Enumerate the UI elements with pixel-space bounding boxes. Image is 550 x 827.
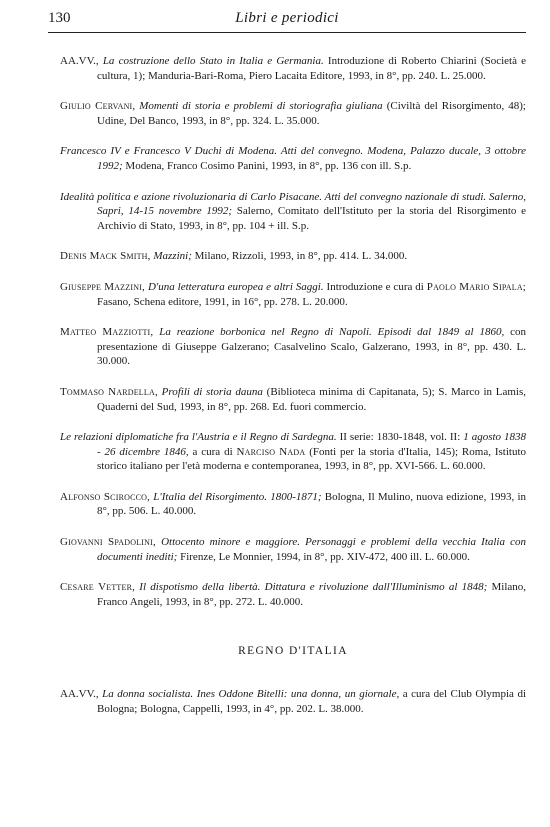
entry-author: Cesare Vetter, [60, 581, 136, 594]
entry-details: Firenze, Le Monnier, 1994, in 8°, pp. XIV-472, 400 ill. L. 60.000. [180, 550, 470, 563]
entry-editor: Narciso Nada [236, 445, 306, 458]
entry-details: con presentazione di Giuseppe Galzerano; Casalvelino Scalo, Galzerano, 1993, in 8°, pp. 430. L. 30.000. [97, 326, 527, 368]
entry-title: Francesco IV e Francesco V Duchi di Modena. Atti del convegno. Modena, Palazzo ducale, 3 ottobre 1992; [60, 145, 526, 172]
bibliography-entry [60, 249, 526, 264]
entry-author: Giovanni Spadolini, [60, 536, 156, 549]
entry-title: Momenti di storia e problemi di storiografia giuliana [139, 100, 383, 113]
entry-title: La reazione borbonica nel Regno di Napoli. Episodi dal 1849 al 1860, [159, 326, 505, 339]
entry-author: Denis Mack Smith, [60, 250, 151, 263]
entry-details: Fasano, Schena editore, 1991, in 16°, pp. 278. L. 20.000. [97, 295, 348, 308]
section-heading: REGNO D'ITALIA [238, 645, 348, 658]
entry-details: (Fonti per la storia d'Italia, 145); Roma, Istituto storico italiano per l'età moderna e contemporanea, 1993, in 8°, pp. XVI-566. L. 60.000. [97, 445, 527, 473]
entry-title: Ottocento minore e maggiore. Personaggi e problemi della vecchia Italia con documenti inediti; [97, 536, 526, 563]
running-title: Libri e periodici [235, 10, 339, 26]
entry-author: Giuseppe Mazzini, [60, 280, 146, 293]
entry-title: Profili di storia dauna [161, 385, 263, 398]
entry-title: Idealità politica e azione rivoluzionaria di Carlo Pisacane. Atti del convegno nazionale di studi. Salerno, Sapri, 14-15 novembre 1992; [60, 190, 526, 218]
page-number: 130 [48, 10, 71, 26]
entry-details: (Civiltà del Risorgimento, 48); Udine, Del Banco, 1993, in 8°, pp. 324. L. 35.000. [97, 100, 526, 127]
entry-details: Milano, Franco Angeli, 1993, in 8°, pp. 272. L. 40.000. [97, 581, 527, 608]
entry-details-mid: II serie: 1830-1848, vol. II: [339, 431, 461, 444]
entry-author: Giulio Cervani [60, 100, 133, 113]
bibliography-entry: AA.VV., La costruzione dello Stato in Italia e Germania. Introduzione di Roberto Chiarini (Società e cultura, 1); Manduria-Bari-Roma, Piero Lacaita Editore, 1993, in 8°, pp. 240. L. 25.000. [60, 55, 527, 82]
bibliography-entry [60, 430, 526, 474]
bibliography-list [60, 54, 526, 733]
entry-details-prefix: Introduzione e cura di [326, 280, 424, 293]
bibliography-entry [60, 325, 526, 369]
entry-title: La costruzione dello Stato in Italia e Germania. [102, 55, 324, 67]
entry-details: (Biblioteca minima di Capitanata, 5); S. Marco in Lamis, Quaderni del Sud, 1993, in 8°, pp. 268. Ed. fuori commercio. [97, 385, 527, 413]
bibliography-entry: Giulio Cervani, Momenti di storia e problemi di storiografia giuliana (Civiltà del Risorgimento, 48); Udine, Del Banco, 1993, in 8°, pp. 324. L. 35.000. [60, 100, 526, 127]
entry-title: L'Italia del Risorgimento. 1800-1871; [153, 490, 322, 503]
bibliography-entry [60, 580, 526, 609]
entry-details: Salerno, Comitato dell'Istituto per la storia del Risorgimento e Archivio di Stato, 1993, in 8°, pp. 104 + ill. S.p. [97, 205, 526, 232]
bibliography-entry [60, 490, 526, 519]
entry-details: Modena, Franco Cosimo Panini, 1993, in 8°, pp. 136 con ill. S.p. [125, 159, 412, 172]
bibliography-entry [60, 687, 526, 716]
bibliography-entry [60, 280, 526, 309]
entry-subtitle: 1 agosto 1838 - 26 dicembre 1846, [97, 431, 526, 458]
entry-details: Introduzione di Roberto Chiarini (Società e cultura, 1); Manduria-Bari-Roma, Piero Lacaita Editore, 1993, in 8°, pp. 240. L. 25.000. [97, 55, 527, 82]
bibliography-entry [60, 385, 526, 414]
bibliography-entry [60, 144, 526, 173]
entry-title: Le relazioni diplomatiche fra l'Austria e il Regno di Sardegna. [60, 431, 337, 444]
page-header [48, 10, 526, 33]
entry-details: Bologna, Il Mulino, nuova edizione, 1993, in 8°, pp. 506. L. 40.000. [97, 490, 527, 518]
entry-author: Tommaso Nardella, [60, 385, 158, 398]
entry-details-prefix: a cura di [192, 445, 233, 458]
entry-author: Alfonso Scirocco, [60, 490, 151, 503]
entry-author: Matteo Mazziotti, [60, 326, 154, 339]
entry-title: Il dispotismo della libertà. Dittatura e rivoluzione dall'Illuminismo al 1848; [139, 581, 488, 594]
entry-title: D'una letteratura europea e altri Saggi. [147, 280, 324, 293]
entry-details: Milano, Rizzoli, 1993, in 8°, pp. 414. L. 34.000. [194, 250, 408, 263]
entry-author: AA.VV. [60, 55, 96, 67]
entry-details: a cura del Club Olympia di Bologna; Bologna, Cappelli, 1993, in 4°, pp. 202. L. 38.000. [97, 688, 526, 716]
bibliography-entry [60, 535, 526, 564]
entry-title: Mazzini; [153, 250, 192, 263]
bibliography-entry [60, 190, 526, 234]
entry-author: AA.VV., [60, 688, 99, 701]
entry-editor: Paolo Mario Sipala; [426, 280, 527, 293]
entry-title: La donna socialista. Ines Oddone Bitelli: una donna, un giornale, [102, 688, 400, 701]
